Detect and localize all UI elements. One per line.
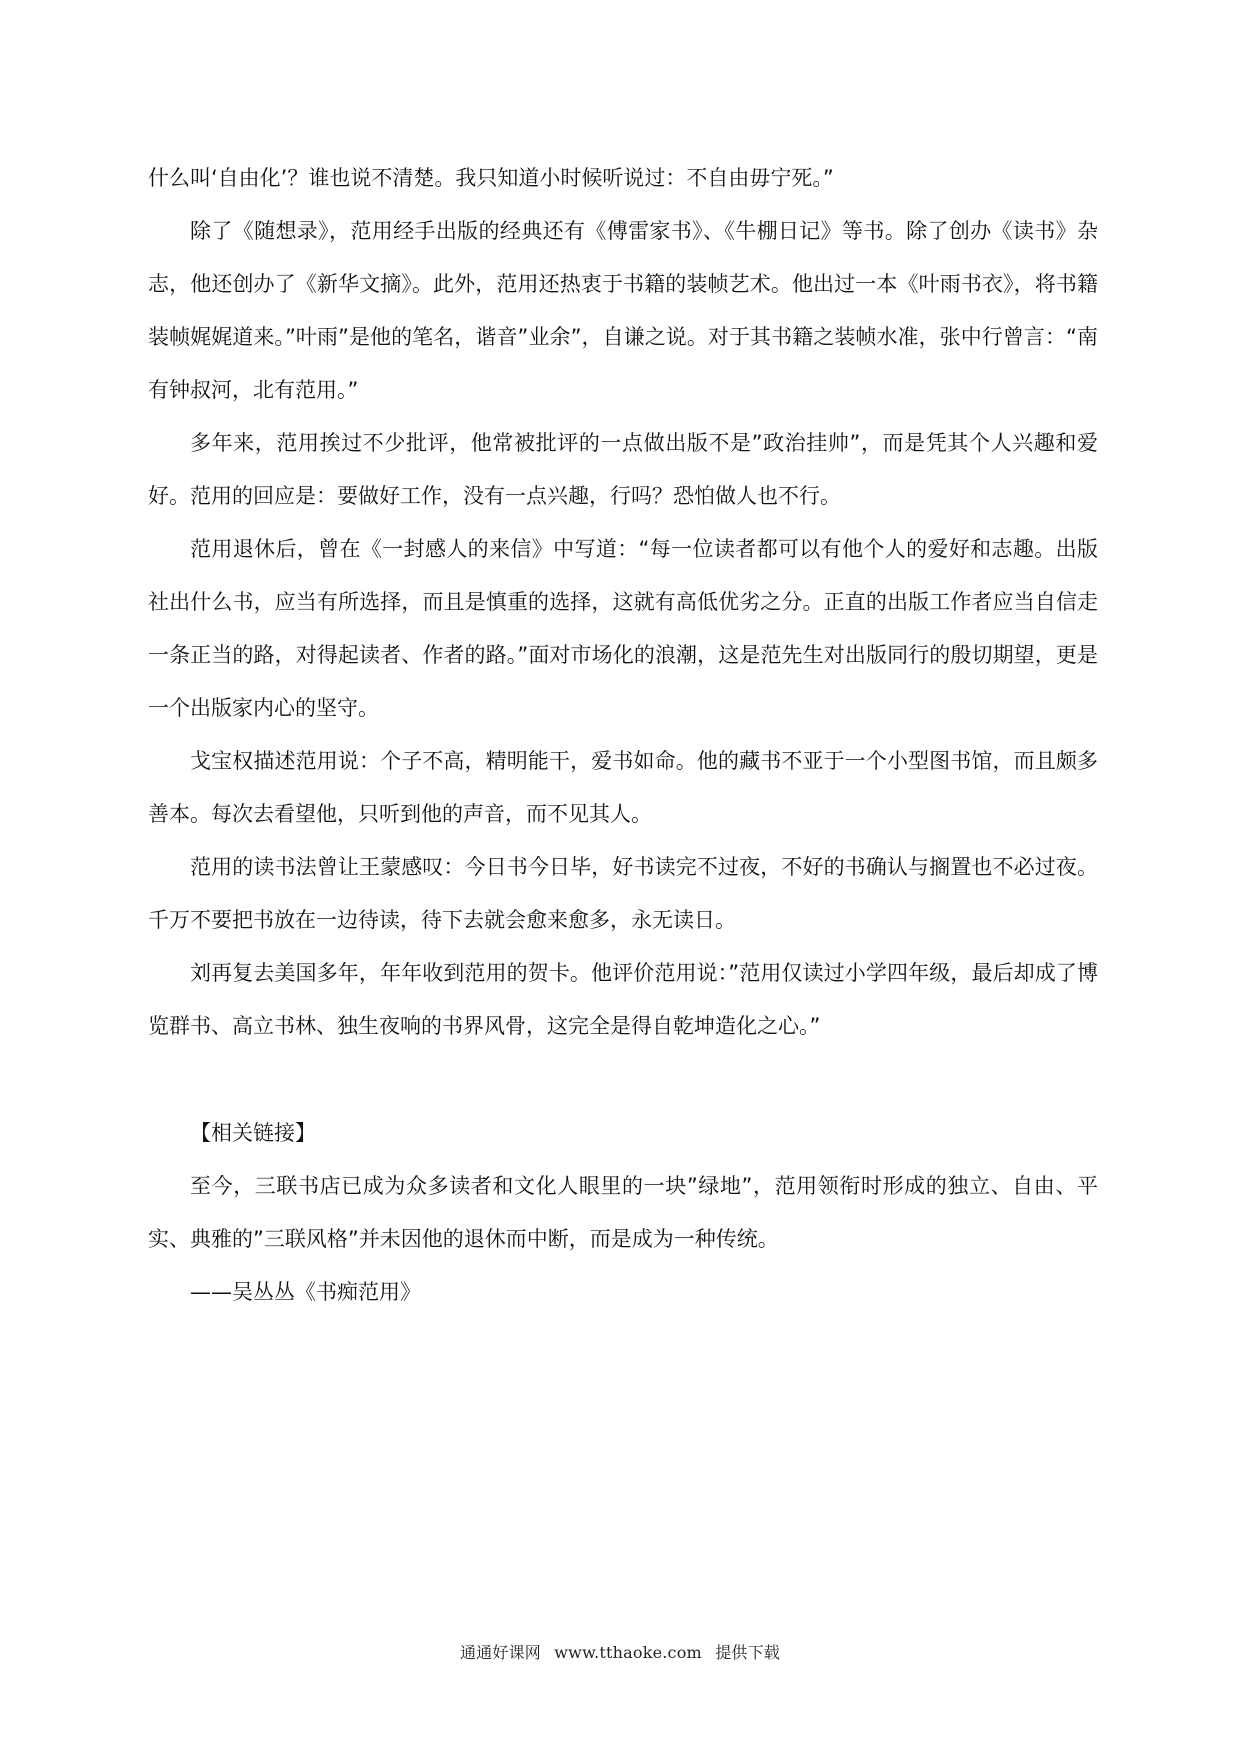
- footer-url: www.tthaoke.com: [554, 1643, 702, 1662]
- footer-site-name: 通通好课网: [459, 1643, 541, 1662]
- source-signature: ——吴丛丛《书痴范用》: [190, 1280, 421, 1304]
- paragraph-3: 多年来，范用挨过不少批评，他常被批评的一点做出版不是”政治挂帅”，而是凭其个人兴趣和爱好。范用的回应是：要做好工作，没有一点兴趣，行吗？恐怕做人也不行。: [148, 431, 1098, 508]
- document-content: [148, 152, 1098, 1319]
- related-link-heading: 【相关链接】: [190, 1121, 316, 1145]
- paragraph-5: 戈宝权描述范用说：个子不高，精明能干，爱书如命。他的藏书不亚于一个小型图书馆，而且颇多善本。每次去看望他，只听到他的声音，而不见其人。: [148, 749, 1098, 826]
- paragraph-7: 刘再复去美国多年，年年收到范用的贺卡。他评价范用说：”范用仅读过小学四年级，最后却成了博览群书、高立书林、独生夜响的书界风骨，这完全是得自乾坤造化之心。”: [148, 961, 1098, 1038]
- paragraph-6: 范用的读书法曾让王蒙感叹：今日书今日毕，好书读完不过夜，不好的书确认与搁置也不必过夜。千万不要把书放在一边待读，待下去就会愈来愈多，永无读日。: [148, 855, 1098, 932]
- footer-download-note: 提供下载: [715, 1643, 781, 1662]
- page-footer: [0, 1640, 1240, 1663]
- related-link-paragraph: 至今，三联书店已成为众多读者和文化人眼里的一块”绿地”，范用领衔时形成的独立、自由、平实、典雅的”三联风格”并未因他的退休而中断，而是成为一种传统。: [148, 1174, 1098, 1251]
- paragraph-2: 除了《随想录》，范用经手出版的经典还有《傅雷家书》、《牛棚日记》等书。除了创办《读书》杂志，他还创办了《新华文摘》。此外，范用还热衷于书籍的装帧艺术。他出过一本《叶雨书衣》，将书籍装帧娓娓道来。”叶雨”是他的笔名，谐音”业余”，自谦之说。对于其书籍之装帧水准，张中行曾言：“南有钟叔河，北有范用。”: [148, 219, 1098, 402]
- section-spacer: [148, 1053, 1098, 1107]
- paragraph-4: 范用退休后，曾在《一封感人的来信》中写道：“每一位读者都可以有他个人的爱好和志趣。出版社出什么书，应当有所选择，而且是慎重的选择，这就有高低优劣之分。正直的出版工作者应当自信走一条正当的路，对得起读者、作者的路。”面对市场化的浪潮，这是范先生对出版同行的殷切期望，更是一个出版家内心的坚守。: [148, 537, 1098, 720]
- paragraph-1: 什么叫‘自由化’？谁也说不清楚。我只知道小时候听说过：不自由毋宁死。”: [148, 166, 834, 190]
